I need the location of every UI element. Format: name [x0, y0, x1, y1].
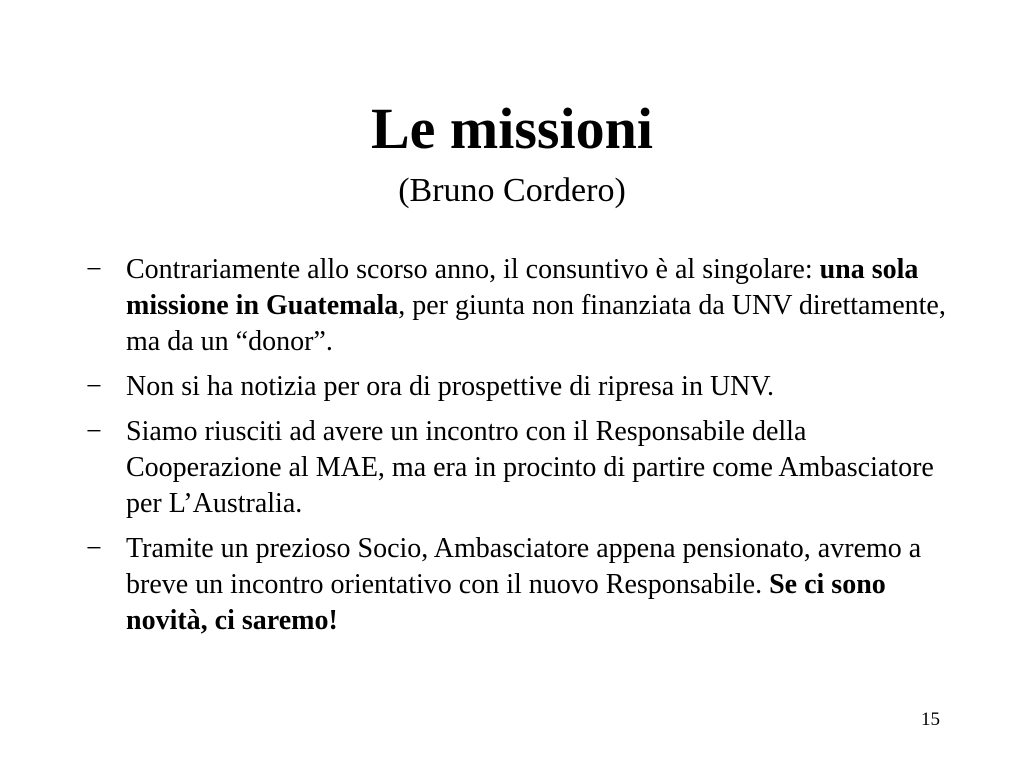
bullet-item: [86, 414, 946, 522]
bullet-list: [86, 252, 946, 648]
bullet-marker: −: [86, 533, 102, 564]
bullet-emphasis: Se ci sono novità, ci saremo!: [126, 569, 886, 636]
bullet-marker: −: [86, 371, 102, 402]
bullet-item: [86, 531, 946, 639]
slide-subtitle: (Bruno Cordero): [398, 172, 626, 209]
bullet-text: Non si ha notizia per ora di prospettive di ripresa in UNV.: [126, 371, 775, 402]
bullet-text: Tramite un prezioso Socio, Ambasciatore appena pensionato, avremo a breve un incontro orientativo con il nuovo Responsabile.: [126, 533, 922, 600]
bullet-marker: −: [86, 416, 102, 447]
bullet-emphasis: una sola missione in Guatemala: [126, 254, 919, 321]
bullet-item: [86, 369, 946, 405]
bullet-marker: −: [86, 254, 102, 285]
bullet-text: , per giunta non finanziata da UNV direttamente, ma da un “donor”.: [126, 290, 946, 357]
bullet-text: Siamo riusciti ad avere un incontro con il Responsabile della Cooperazione al MAE, ma era in procinto di partire come Ambasciatore per L’Australia.: [126, 416, 934, 519]
bullet-item: [86, 252, 946, 360]
page-number: 15: [921, 709, 940, 730]
slide-title: Le missioni: [371, 96, 653, 161]
bullet-text: Contrariamente allo scorso anno, il consuntivo è al singolare:: [126, 254, 820, 285]
